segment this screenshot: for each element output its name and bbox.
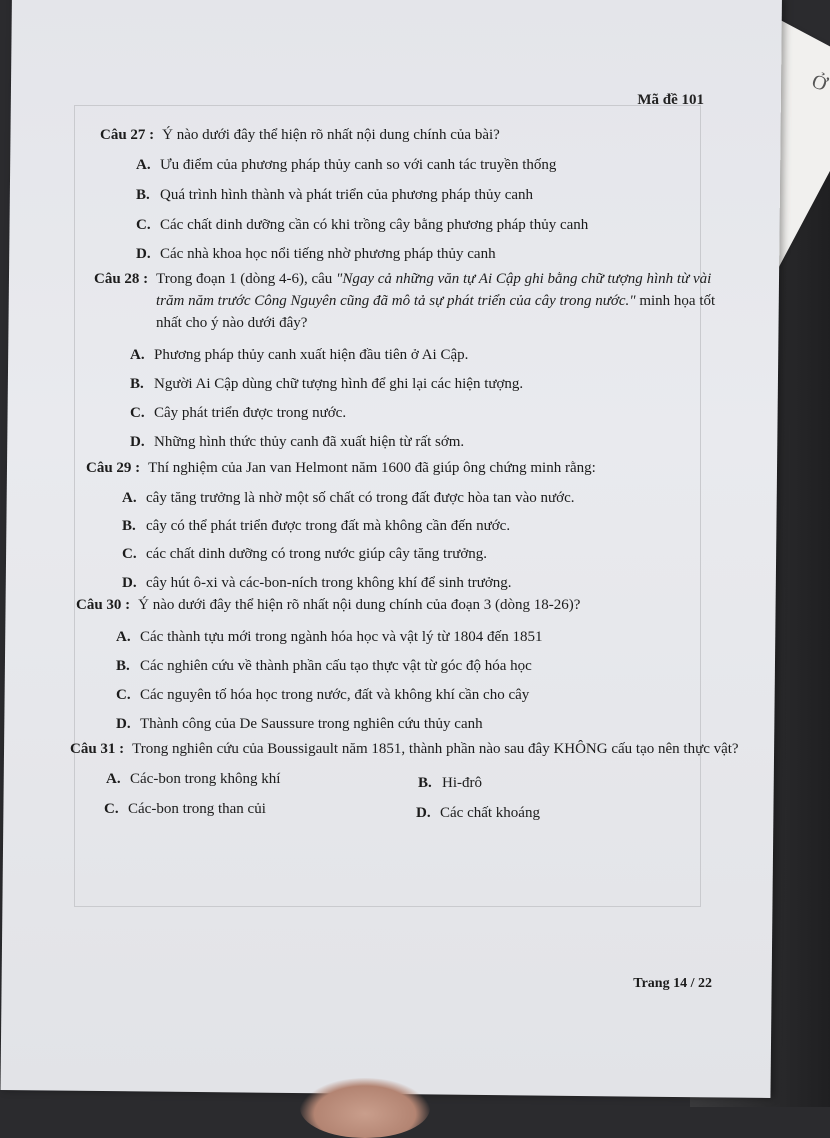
- exam-code: Mã đề 101: [637, 92, 704, 108]
- question-27: [100, 124, 740, 146]
- option-27-c: C. Các chất dinh dưỡng cần có khi trồng cây bằng phương pháp thủy canh: [136, 217, 589, 233]
- option-29-a: A. cây tăng trưởng là nhờ một số chất có trong đất được hòa tan vào nước.: [122, 490, 575, 506]
- question-label: Câu 28 :: [94, 271, 149, 287]
- option-28-d: D. Những hình thức thủy canh đã xuất hiện từ rất sớm.: [130, 434, 465, 450]
- option-28-c: C. Cây phát triển được trong nước.: [130, 405, 347, 421]
- option-28-b: B. Người Ai Cập dùng chữ tượng hình để ghi lại các hiện tượng.: [130, 376, 524, 392]
- option-29-d: D. cây hút ô-xi và các-bon-ních trong không khí để sinh trưởng.: [122, 575, 512, 591]
- option-30-c: C. Các nguyên tố hóa học trong nước, đất và không khí cần cho cây: [116, 687, 530, 703]
- option-27-a: A. Ưu điểm của phương pháp thủy canh so với canh tác truyền thống: [136, 157, 557, 173]
- option-31-c: C. Các-bon trong than củi: [104, 801, 266, 817]
- question-label: Câu 30 :: [76, 597, 131, 613]
- question-label: Câu 31 :: [70, 741, 125, 757]
- question-stem: Thí nghiệm của Jan van Helmont năm 1600 đã giúp ông chứng minh rằng:: [148, 460, 596, 476]
- page-number: Trang 14 / 22: [633, 976, 712, 991]
- option-30-a: A. Các thành tựu mới trong ngành hóa học và vật lý từ 1804 đến 1851: [116, 629, 543, 645]
- question-stem: Ý nào dưới đây thể hiện rõ nhất nội dung chính của đoạn 3 (dòng 18-26)?: [138, 597, 581, 613]
- option-28-a: A. Phương pháp thủy canh xuất hiện đầu tiên ở Ai Cập.: [130, 347, 469, 363]
- question-29: [86, 457, 726, 479]
- question-28: Câu 28 : Trong đoạn 1 (dòng 4-6), câu "Ngay cả những văn tự Ai Cập ghi bằng chữ tượng hình từ vài trăm năm trước Công Nguyên cũng đã mô tả sự phát triển của cây trong nước." minh họa tốt nhất cho ý nào dưới đây?: [94, 271, 716, 331]
- question-30: [76, 594, 716, 616]
- question-label: Câu 29 :: [86, 460, 141, 476]
- question-31: [70, 738, 770, 760]
- option-30-d: D. Thành công của De Saussure trong nghiên cứu thủy canh: [116, 716, 483, 732]
- finger: [300, 1078, 430, 1138]
- option-27-b: B. Quá trình hình thành và phát triển của phương pháp thủy canh: [136, 187, 534, 203]
- option-31-d: D. Các chất khoáng: [416, 805, 540, 821]
- question-stem: Trong nghiên cứu của Boussigault năm 1851, thành phần nào sau đây KHÔNG cấu tạo nên thực vật?: [132, 741, 739, 757]
- corner-glyph: Ở: [808, 70, 830, 96]
- question-stem: Ý nào dưới đây thể hiện rõ nhất nội dung chính của bài?: [162, 126, 500, 143]
- option-29-b: B. cây có thể phát triển được trong đất mà không cần đến nước.: [122, 518, 511, 534]
- option-27-d: D. Các nhà khoa học nổi tiếng nhờ phương pháp thủy canh: [136, 246, 496, 262]
- option-30-b: B. Các nghiên cứu về thành phần cấu tạo thực vật từ góc độ hóa học: [116, 658, 532, 674]
- option-29-c: C. các chất dinh dưỡng có trong nước giúp cây tăng trưởng.: [122, 546, 488, 562]
- question-label: Câu 27 :: [100, 127, 155, 143]
- option-31-a: A. Các-bon trong không khí: [106, 771, 281, 787]
- option-31-b: B. Hi-đrô: [418, 775, 482, 791]
